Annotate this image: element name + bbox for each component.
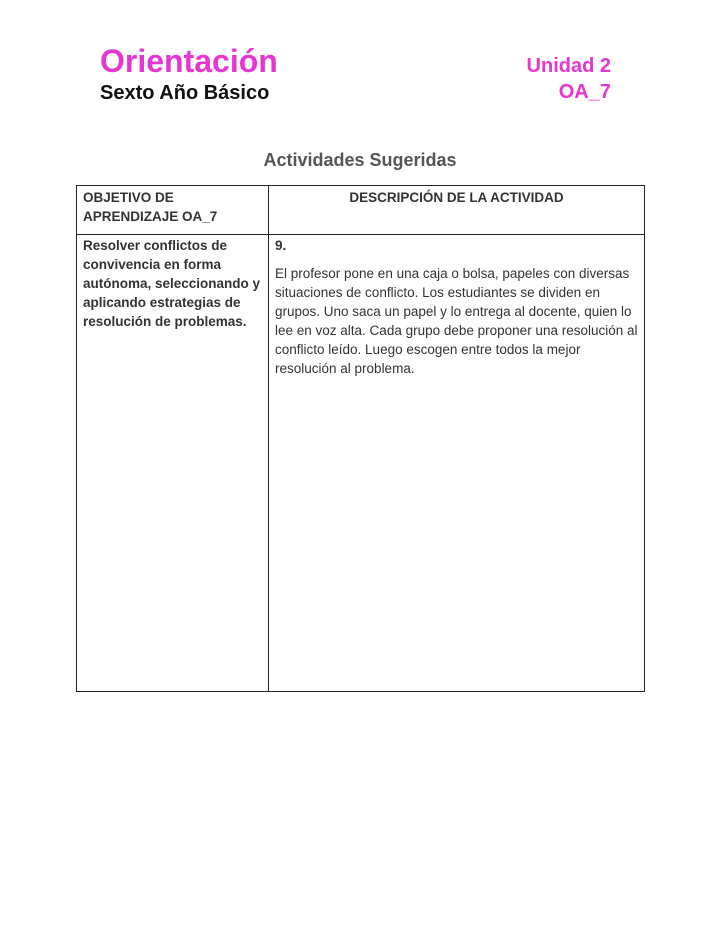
activity-number: 9. [275,238,287,253]
objective-code: OA_7 [558,81,611,103]
grade-level: Sexto Año Básico [100,82,270,104]
objective-cell: Resolver conflictos de convivencia en forma autónoma, seleccionando y aplicando estrategias de resolución de problemas. [77,235,269,692]
section-title: Actividades Sugeridas [263,150,457,170]
header-right [527,53,611,105]
table-header-row [77,186,645,235]
unit-label: Unidad 2 [526,55,611,77]
table-row [77,235,645,692]
subject-title: Orientación [100,43,278,79]
activity-text: El profesor pone en una caja o bolsa, papeles con diversas situaciones de conflicto. Los estudiantes se dividen en grupos. Uno saca un papel y lo entrega al docente, quien lo lee en voz alta. Cada grupo debe proponer una resolución al conflicto leído. Luego escogen entre todos la mejor resolución al problema. [275,266,638,376]
header-left [100,42,278,105]
description-cell [269,235,645,692]
activity-table [76,185,645,692]
objective-column-header: OBJETIVO DE APRENDIZAJE OA_7 [77,186,269,235]
description-column-header: DESCRIPCIÓN DE LA ACTIVIDAD [269,186,645,235]
